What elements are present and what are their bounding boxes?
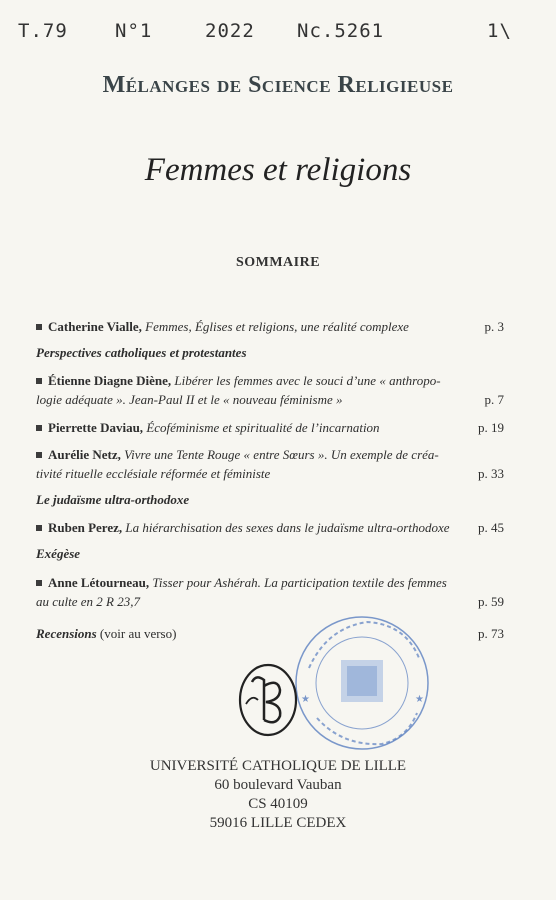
entry-title-line1: Vivre une Tente Rouge « entre Sœurs ». Un exemple de créa- <box>124 447 439 462</box>
entry-author: Anne Létourneau, <box>48 575 150 590</box>
entry-page: p. 45 <box>478 520 504 535</box>
entry-title: La hiérarchisation des sexes dans le judaïsme ultra-orthodoxe <box>125 520 450 535</box>
bullet-icon <box>36 324 42 330</box>
handwritten-year: 2022 <box>205 20 255 42</box>
address-line-city: 59016 LILLE CEDEX <box>209 815 347 831</box>
entry-title-line2: au culte en 2 R 23,7 <box>36 594 140 609</box>
entry-author: Pierrette Daviau, <box>48 420 144 435</box>
address-line-cs: CS 40109 <box>248 796 308 812</box>
recensions-label: Recensions <box>36 626 97 641</box>
journal-title: Mélanges de Science Religieuse <box>102 72 454 98</box>
toc-entry <box>36 573 504 611</box>
entry-page: p. 73 <box>478 626 504 641</box>
bullet-icon <box>36 525 42 531</box>
handwritten-issue: N°1 <box>115 20 153 42</box>
entry-title-line2: logie adéquate ». Jean-Paul II et le « nouveau féminisme » <box>36 392 343 407</box>
recensions-note: (voir au verso) <box>96 626 177 641</box>
entry-page: p. 3 <box>484 319 504 334</box>
toc-entry <box>36 371 504 409</box>
entry-author: Étienne Diagne Diène, <box>48 373 172 388</box>
toc-entry <box>36 518 504 537</box>
entry-title-line1: Libérer les femmes avec le souci d’une « anthropo- <box>174 373 441 388</box>
section-heading: Perspectives catholiques et protestantes <box>36 345 247 360</box>
svg-text:★: ★ <box>301 694 310 705</box>
toc-entry <box>36 445 504 483</box>
entry-page: p. 33 <box>478 466 504 481</box>
library-stamp <box>287 608 437 758</box>
section-heading: Exégèse <box>36 546 81 561</box>
entry-title: Écoféminisme et spiritualité de l’incarnation <box>146 420 380 435</box>
entry-page: p. 19 <box>478 420 504 435</box>
entry-title-line2: tivité rituelle ecclésiale réformée et féministe <box>36 466 271 481</box>
entry-title-line1: Tisser pour Ashérah. La participation textile des femmes <box>152 575 447 590</box>
sommaire-heading: SOMMAIRE <box>235 255 321 270</box>
publisher-address <box>0 757 556 833</box>
issue-title: Femmes et religions <box>144 152 412 188</box>
entry-author: Ruben Perez, <box>48 520 123 535</box>
entry-title: Femmes, Églises et religions, une réalité complexe <box>145 319 409 334</box>
publisher-logo <box>232 660 304 740</box>
entry-author: Aurélie Netz, <box>48 447 121 462</box>
handwritten-registration: Nc.5261 <box>297 20 385 42</box>
section-heading: Le judaïsme ultra-orthodoxe <box>36 492 190 507</box>
entry-author: Catherine Vialle, <box>48 319 142 334</box>
handwritten-call-number: T.79 <box>18 20 68 42</box>
toc-entry <box>36 418 504 437</box>
bullet-icon <box>36 452 42 458</box>
handwritten-count: 1\ <box>487 20 512 42</box>
bullet-icon <box>36 425 42 431</box>
svg-text:★: ★ <box>415 694 424 705</box>
bullet-icon <box>36 378 42 384</box>
entry-page: p. 7 <box>484 392 504 407</box>
bullet-icon <box>36 580 42 586</box>
address-line-university: UNIVERSITÉ CATHOLIQUE DE LILLE <box>149 758 407 774</box>
toc-entry <box>36 317 504 336</box>
entry-page: p. 59 <box>478 594 504 609</box>
address-line-street: 60 boulevard Vauban <box>214 777 342 793</box>
